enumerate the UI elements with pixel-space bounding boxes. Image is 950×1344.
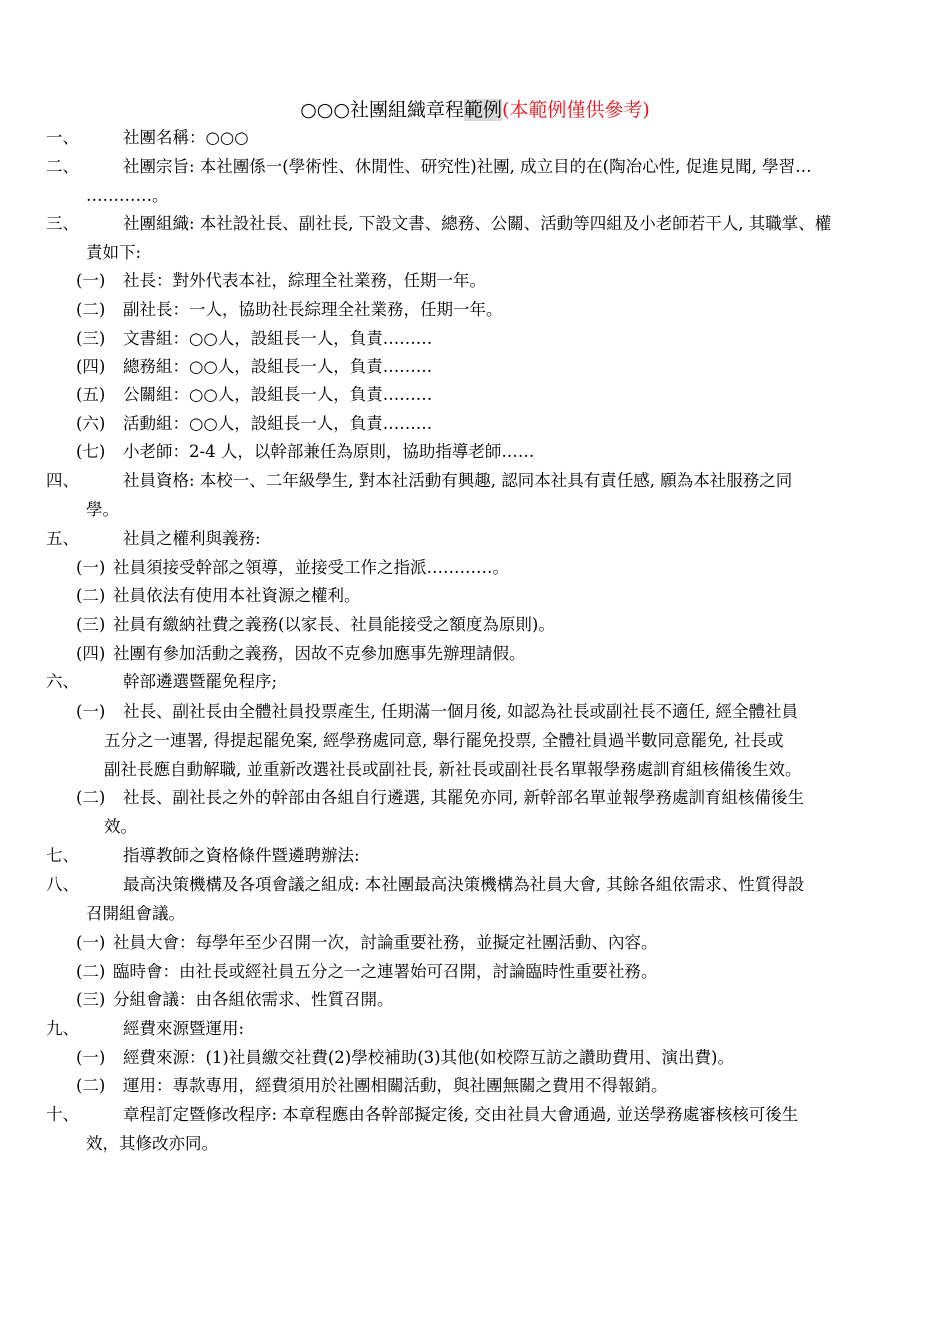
s3-item-3-label: (三): [76, 329, 106, 348]
section-3-line-1: 社團組織: 本社設社長、副社長, 下設文書、總務、公關、活動等四組及小老師若干人, 其職掌、權: [123, 214, 832, 233]
s3-item-2-text: 副社長：一人，協助社長綜理全社業務，任期一年。: [123, 300, 503, 319]
s9-item-1-text: 經費來源：(1)社員繳交社費(2)學校補助(3)其他(如校際互訪之讚助費用、演出費)。: [123, 1048, 734, 1067]
section-3-line-2: 責如下:: [86, 243, 142, 262]
s3-item-4-text: 總務組：○○人，設組長一人，負責………: [123, 357, 433, 376]
title-main: ○○○社團組織章程: [300, 99, 464, 121]
s8-item-3-text: 分組會議：由各組依需求、性質召開。: [113, 990, 394, 1009]
section-5-text: 社員之權利與義務:: [123, 529, 261, 548]
section-7-number: 七、: [46, 846, 79, 865]
section-7-text: 指導教師之資格條件暨遴聘辦法:: [123, 846, 360, 865]
section-4-line-1: 社員資格: 本校一、二年級學生, 對本社活動有興趣, 認同本社具有責任感, 願為本社服務之同: [123, 471, 793, 490]
s8-item-3-label: (三): [76, 990, 106, 1009]
title-note: (本範例僅供參考): [501, 99, 650, 121]
s5-item-4-label: (四): [76, 644, 106, 663]
section-1-number: 一、: [46, 128, 79, 147]
s5-item-2-label: (二): [76, 586, 106, 605]
s3-item-6-text: 活動組：○○人，設組長一人，負責………: [123, 414, 433, 433]
s8-item-2-text: 臨時會：由社長或經社員五分之一之連署始可召開，討論臨時性重要社務。: [113, 962, 658, 981]
s3-item-5-label: (五): [76, 385, 106, 404]
s8-item-1-label: (一): [76, 933, 106, 952]
s5-item-3-label: (三): [76, 615, 106, 634]
s5-item-2-text: 社員依法有使用本社資源之權利。: [113, 586, 361, 605]
section-2-line-2: …………。: [86, 186, 169, 205]
s3-item-7-text: 小老師：2-4 人，以幹部兼任為原則，協助指導老師……: [123, 442, 535, 461]
document-title: [0, 96, 950, 124]
section-8-line-1: 最高決策機構及各項會議之組成: 本社團最高決策機構為社員大會, 其餘各組依需求、性質得設: [123, 875, 805, 894]
section-10-number: 十、: [46, 1105, 79, 1124]
section-5-number: 五、: [46, 529, 79, 548]
s3-item-2-label: (二): [76, 300, 106, 319]
section-6-text: 幹部遴選暨罷免程序;: [123, 672, 278, 691]
section-2-number: 二、: [46, 157, 79, 176]
s5-item-4-text: 社團有參加活動之義務，因故不克參加應事先辦理請假。: [113, 644, 526, 663]
section-8-number: 八、: [46, 875, 79, 894]
section-2-line-1: 社團宗旨: 本社團係一(學術性、休閒性、研究性)社團, 成立目的在(陶冶心性, 促進見聞, 學習…: [123, 157, 812, 176]
section-4-number: 四、: [46, 471, 79, 490]
section-1-text: 社團名稱：○○○: [123, 128, 249, 147]
section-4-line-2: 學。: [86, 500, 119, 519]
s3-item-5-text: 公關組：○○人，設組長一人，負責………: [123, 385, 433, 404]
s6-item-2-line-2: 效。: [104, 817, 137, 836]
s6-item-1-label: (一): [76, 702, 106, 721]
s6-item-1-line-3: 副社長應自動解職, 並重新改選社長或副社長, 新社長或副社長名單報學務處訓育組核備後生效。: [104, 760, 802, 779]
s9-item-2-text: 運用：專款專用，經費須用於社團相關活動，與社團無關之費用不得報銷。: [123, 1076, 668, 1095]
s9-item-1-label: (一): [76, 1048, 106, 1067]
s5-item-1-label: (一): [76, 558, 106, 577]
s6-item-1-line-1: 社長、副社長由全體社員投票產生, 任期滿一個月後, 如認為社長或副社長不適任, 經全體社員: [123, 702, 798, 721]
s8-item-2-label: (二): [76, 962, 106, 981]
section-10-line-2: 效，其修改亦同。: [86, 1134, 218, 1153]
s5-item-3-text: 社員有繳納社費之義務(以家長、社員能接受之額度為原則)。: [113, 615, 555, 634]
s3-item-1-text: 社長：對外代表本社，綜理全社業務，任期一年。: [123, 271, 486, 290]
section-9-number: 九、: [46, 1019, 79, 1038]
s6-item-2-label: (二): [76, 788, 106, 807]
s6-item-2-line-1: 社長、副社長之外的幹部由各組自行遴選, 其罷免亦同, 新幹部名單並報學務處訓育組核備後生: [123, 788, 804, 807]
title-highlight: 範例: [463, 99, 502, 121]
section-9-text: 經費來源暨運用:: [123, 1019, 245, 1038]
s6-item-1-line-2: 五分之一連署, 得提起罷免案, 經學務處同意, 舉行罷免投票, 全體社員過半數同意罷免, 社長或: [104, 731, 784, 750]
section-8-line-2: 召開組會議。: [86, 904, 185, 923]
s8-item-1-text: 社員大會：每學年至少召開一次，討論重要社務，並擬定社團活動、內容。: [113, 933, 658, 952]
section-3-number: 三、: [46, 214, 79, 233]
section-10-line-1: 章程訂定暨修改程序: 本章程應由各幹部擬定後, 交由社員大會通過, 並送學務處審核核可後生: [123, 1105, 799, 1124]
s9-item-2-label: (二): [76, 1076, 106, 1095]
s3-item-3-text: 文書組：○○人，設組長一人，負責………: [123, 329, 433, 348]
section-6-number: 六、: [46, 672, 79, 691]
s3-item-4-label: (四): [76, 357, 106, 376]
s5-item-1-text: 社員須接受幹部之領導，並接受工作之指派…………。: [113, 558, 509, 577]
s3-item-7-label: (七): [76, 442, 106, 461]
s3-item-6-label: (六): [76, 414, 106, 433]
s3-item-1-label: (一): [76, 271, 106, 290]
